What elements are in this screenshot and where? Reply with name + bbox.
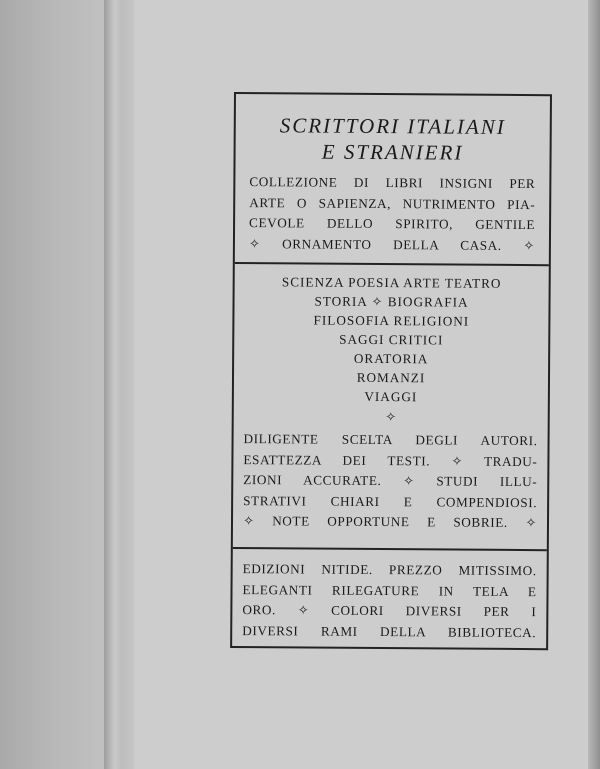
qualities-line-3: ZIONI ACCURATE. ✧ STUDI ILLU-	[243, 472, 538, 490]
intro-line-1: COLLEZIONE DI LIBRI INSIGNI PER	[249, 174, 536, 192]
edition-line-3: ORO. ✧ COLORI DIVERSI PER I	[242, 602, 537, 620]
subject-line: FILOSOFIA RELIGIONI	[313, 312, 470, 329]
subject-line: SAGGI CRITICI	[339, 331, 444, 348]
qualities-line-2: ESATTEZZA DEI TESTI. ✧ TRADU-	[243, 451, 538, 469]
left-page-margin	[0, 0, 112, 769]
series-advert-box	[230, 92, 552, 650]
intro-line-2: ARTE O SAPIENZA, NUTRIMENTO PIA-	[249, 194, 536, 212]
subject-line: VIAGGI	[364, 388, 418, 405]
intro-line-4: ✧ ORNAMENTO DELLA CASA. ✧	[248, 235, 535, 253]
book-gutter	[104, 0, 134, 769]
ornament-icon: ✧	[385, 409, 397, 425]
series-header	[235, 94, 550, 266]
intro-line-3: CEVOLE DELLO SPIRITO, GENTILE	[249, 215, 536, 233]
edition-section	[232, 549, 547, 643]
subject-line: ORATORIA	[353, 350, 429, 367]
edition-line-1: EDIZIONI NITIDE. PREZZO MITISSIMO.	[242, 561, 537, 579]
qualities-line-1: DILIGENTE SCELTA DEGLI AUTORI.	[243, 431, 538, 449]
qualities-line-4: STRATIVI CHIARI E COMPENDIOSI.	[243, 492, 538, 510]
edition-line-2: ELEGANTI RILEGATURE IN TELA E	[242, 581, 537, 599]
qualities-line-5: ✧ NOTE OPPORTUNE E SOBRIE. ✧	[242, 513, 538, 531]
subject-line: SCIENZA POESIA ARTE TEATRO	[281, 274, 502, 291]
page-edge	[588, 0, 600, 769]
series-title-line-2: E STRANIERI	[321, 139, 464, 165]
edition-line-4: DIVERSI RAMI DELLA BIBLIOTECA.	[242, 622, 537, 640]
subject-line: STORIA ✧ BIOGRAFIA	[314, 293, 469, 310]
subjects-section	[233, 264, 549, 551]
series-title-line-1: SCRITTORI ITALIANI	[279, 113, 506, 139]
subject-line: ROMANZI	[356, 369, 426, 386]
